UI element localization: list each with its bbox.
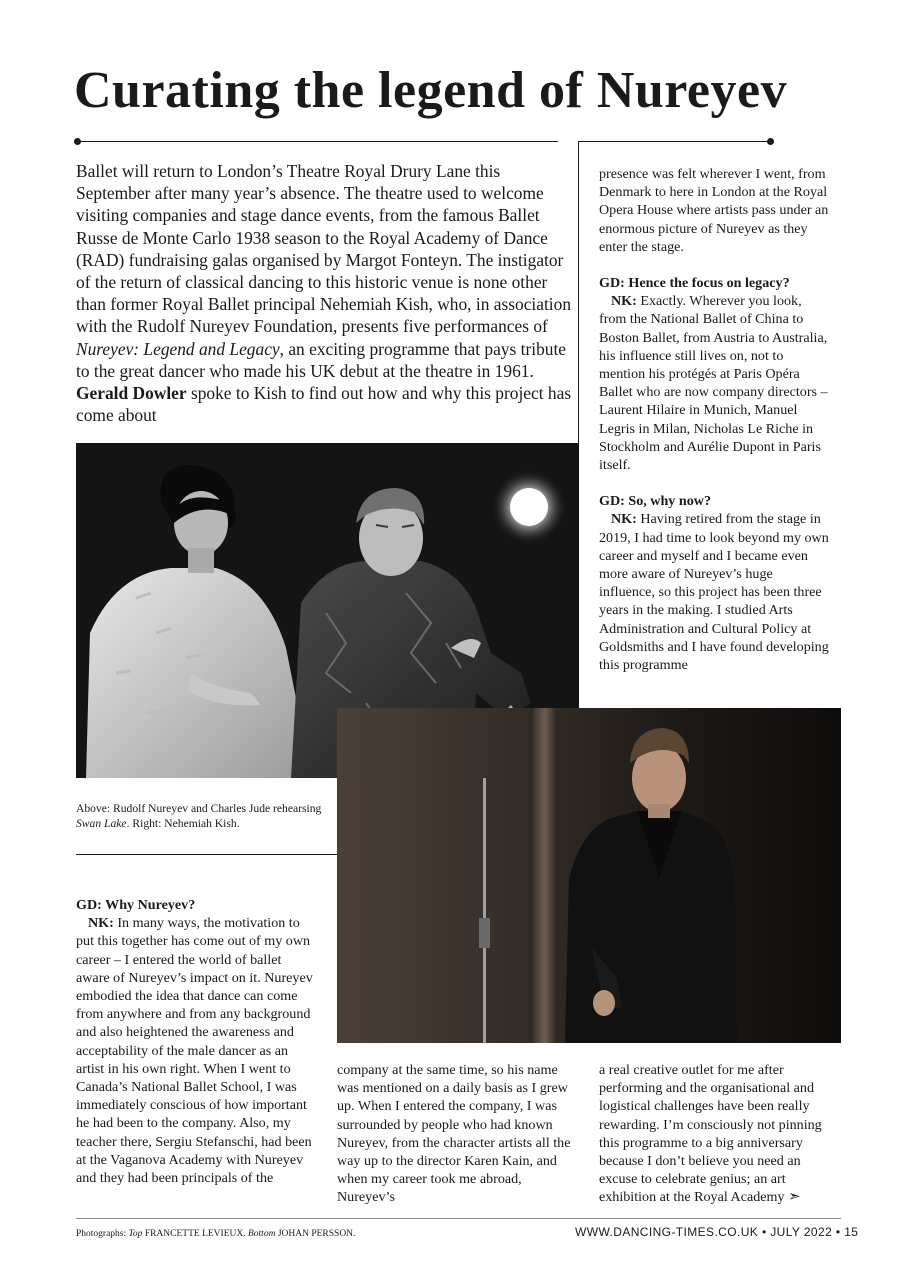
intro-text: , an exciting programme that pays tribute to the great dancer who made his UK debut at the theatre in 1961. xyxy=(76,338,567,381)
credit-top-label: Top xyxy=(128,1229,143,1239)
answer xyxy=(76,914,318,1187)
answer-text: In many ways, the motivation to put this together has come out of my own career – I entered the world of ballet aware of Nureyev’s impact on it. Nureyev embodied the idea that dance can come from anywhere and from any background and also heightened the awareness and acceptability of the male dancer as an artist in his own right. When I went to Canada’s National Ballet School, I was immediately conscious of how important he had been to the company. Also, my teacher there, Sergiu Stefanschi, had been at the Vaganova Academy with Nureyev and they had been principals of the xyxy=(76,915,313,1187)
paragraph-text: a real creative outlet for me after performing and the organisational and logistical challenges have been really rewarding. I’m consciously not pinning this programme to a big anniversary because I don’t believe you need an excuse to celebrate genius; an art exhibition at the Royal Academy xyxy=(599,1062,822,1206)
column-3-bottom xyxy=(599,1061,841,1207)
article-title: Curating the legend of Nureyev xyxy=(74,62,788,119)
right-column-top xyxy=(599,165,831,674)
answer-label: NK: xyxy=(611,293,637,310)
paragraph: presence was felt wherever I went, from Denmark to here in London at the Royal Opera House where artists pass under an enormous picture of Nureyev as they enter the stage. xyxy=(599,166,829,255)
question: GD: Hence the focus on legacy? xyxy=(599,275,790,292)
paragraph: company at the same time, so his name was mentioned on a daily basis as I grew up. When I entered the company, I was surrounded by people who had known Nureyev, from the character artists all the way up to the director Karen Kain, and when my career took me abroad, Nureyev’s xyxy=(337,1062,571,1206)
caption-text: . Right: Nehemiah Kish. xyxy=(126,817,240,830)
footer-rule xyxy=(76,1218,841,1219)
answer-text: Exactly. Wherever you look, from the National Ballet of China to Boston Ballet, from Austria to Australia, his influence still lives on, not to mention his protégés at Paris Opéra Ballet who are now company directors – Laurent Hilaire in Munich, Manuel Legris in Milan, Nicholas Le Riche in Stockholm and Aurélie Dupont in Paris itself. xyxy=(599,293,828,474)
question: GD: So, why now? xyxy=(599,493,711,510)
title-rule-left xyxy=(78,141,558,142)
credit-bottom-label: Bottom xyxy=(247,1229,276,1239)
continue-arrow-icon: ➣ xyxy=(788,1189,801,1206)
author-name: Gerald Dowler xyxy=(76,383,187,404)
credit-top-name: FRANCETTE LEVIEUX. xyxy=(142,1229,248,1239)
intro-text: Ballet will return to London’s Theatre Royal Drury Lane this September after many year’s absence. The theatre used to welcome visiting companies and stage dance events, from the famous Ballet Russe de Monte Carlo 1938 season to the Royal Academy of Dance (RAD) fundraising galas organised by Margot Fonteyn. The instigator of the return of classical dancing to this historic venue is none other than former Royal Ballet principal Nehemiah Kish, who, in association with the Rudolf Nureyev Foundation, presents five performances of xyxy=(76,161,572,337)
answer xyxy=(599,510,831,674)
bullet: • xyxy=(761,1225,767,1239)
title-rule-right xyxy=(578,141,770,142)
portrait-photo-illustration xyxy=(337,708,841,1043)
credits-label: Photographs: xyxy=(76,1229,129,1239)
title-rule-right-dot xyxy=(767,138,774,145)
photo-caption xyxy=(76,801,326,831)
answer-text: Having retired from the stage in 2019, I had time to look beyond my own career and myself and I became even more aware of Nureyev’s huge influence, so this project has been three years in the making. I studied Arts Administration and Cultural Policy at Goldsmiths and I have found developing this programme xyxy=(599,511,829,674)
caption-italic: Swan Lake xyxy=(76,817,127,830)
column-divider xyxy=(578,141,579,443)
answer-label: NK: xyxy=(611,511,637,528)
column-2-bottom xyxy=(337,1061,575,1207)
folio xyxy=(575,1224,858,1240)
answer-label: NK: xyxy=(88,915,114,932)
issue-date: JULY 2022 xyxy=(770,1225,833,1239)
page-number: 15 xyxy=(844,1225,859,1239)
bullet: • xyxy=(835,1225,841,1239)
site-url: WWW.DANCING-TIMES.CO.UK xyxy=(575,1225,759,1239)
question: GD: Why Nureyev? xyxy=(76,897,196,913)
intro-paragraph xyxy=(76,160,576,426)
paragraph xyxy=(599,1061,841,1207)
caption-text: Above: Rudolf Nureyev and Charles Jude rehearsing xyxy=(76,802,322,815)
intro-text: spoke to Kish to find out how and why this project has come about xyxy=(76,383,572,426)
credit-bottom-name: JOHAN PERSSON. xyxy=(275,1229,356,1239)
photo-credits xyxy=(76,1228,355,1240)
show-title: Nureyev: Legend and Legacy xyxy=(76,338,280,359)
answer xyxy=(599,292,831,474)
portrait-photo xyxy=(337,708,841,1043)
caption-rule xyxy=(76,854,337,855)
column-1-bottom xyxy=(76,896,318,1187)
